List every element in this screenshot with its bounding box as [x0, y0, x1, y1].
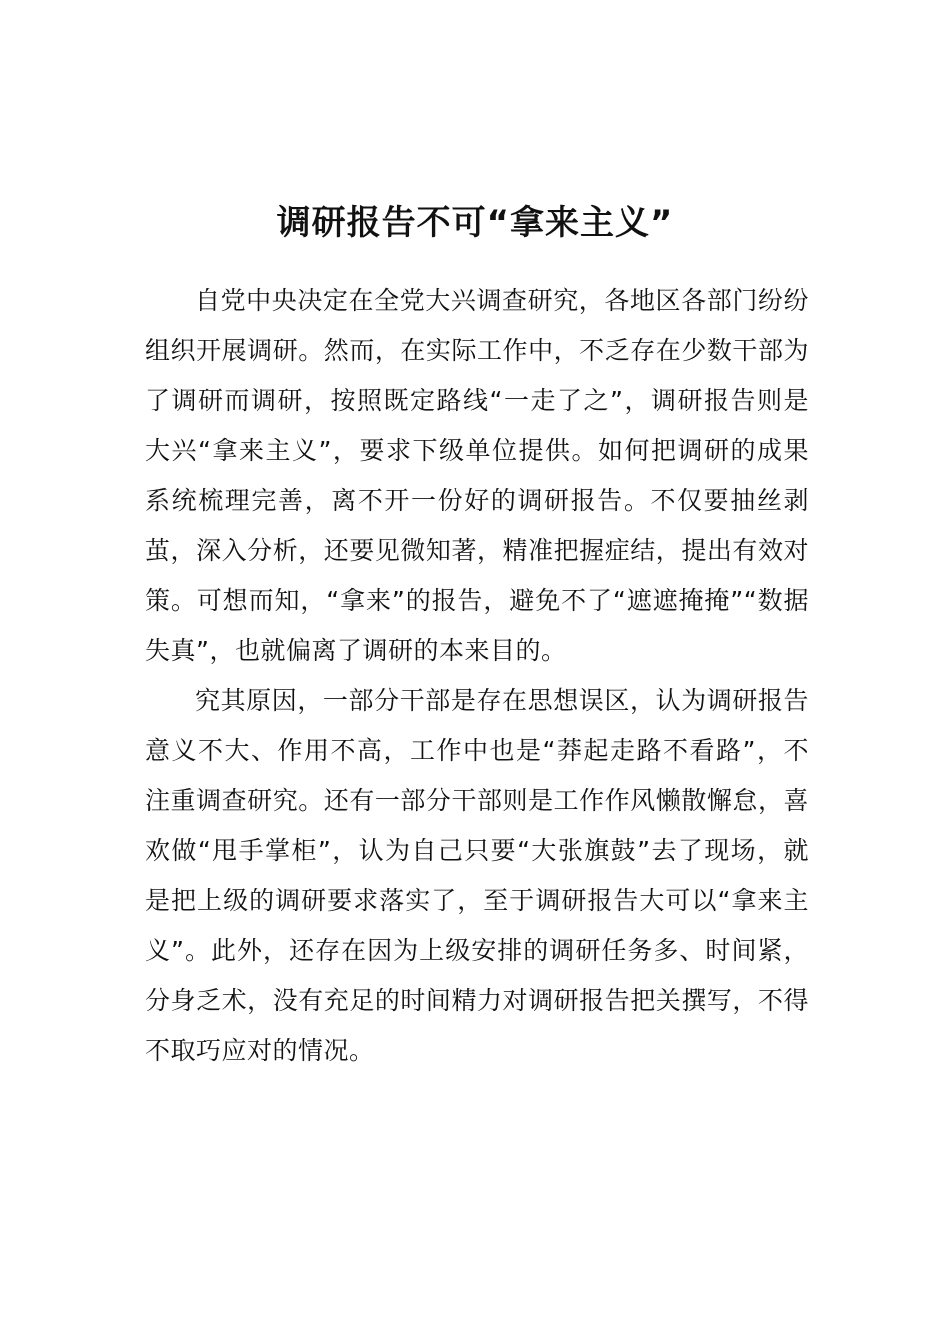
paragraph-1: 自党中央决定在全党大兴调查研究，各地区各部门纷纷组织开展调研。然而，在实际工作中，不乏存在少数干部为了调研而调研，按照既定路线“一走了之”，调研报告则是大兴“拿来主义”，要求下级单位提供。如何把调研的成果系统梳理完善，离不开一份好的调研报告。不仅要抽丝剥茧，深入分析，还要见微知著，精准把握症结，提出有效对策。可想而知，“拿来”的报告，避免不了“遮遮掩掩”“数据失真”，也就偏离了调研的本来目的。	[145, 286, 809, 665]
article-body	[145, 276, 809, 1076]
paragraph-2: 究其原因，一部分干部是存在思想误区，认为调研报告意义不大、作用不高，工作中也是“莽起走路不看路”，不注重调查研究。还有一部分干部则是工作作风懒散懈怠，喜欢做“甩手掌柜”，认为自己只要“大张旗鼓”去了现场，就是把上级的调研要求落实了，至于调研报告大可以“拿来主义”。此外，还存在因为上级安排的调研任务多、时间紧，分身乏术，没有充足的时间精力对调研报告把关撰写，不得不取巧应对的情况。	[145, 686, 809, 1065]
page-title: 调研报告不可“拿来主义”	[276, 202, 674, 243]
